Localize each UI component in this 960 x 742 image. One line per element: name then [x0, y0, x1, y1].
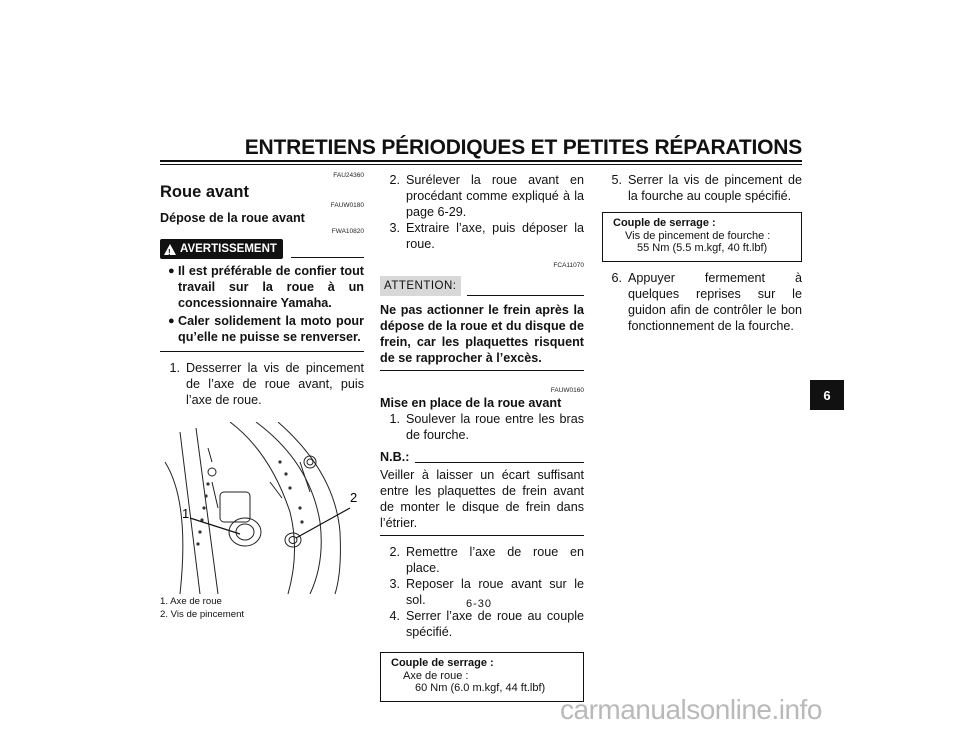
- note-header: [380, 449, 584, 465]
- torque-title: Couple de serrage :: [391, 657, 494, 669]
- column-middle: [380, 172, 584, 702]
- step-item: [380, 172, 584, 220]
- section-title: Roue avant: [160, 183, 249, 201]
- subsection-title: Mise en place de la roue avant: [380, 396, 562, 410]
- torque-title: Couple de serrage :: [613, 217, 716, 229]
- torque-spec-box: [380, 652, 584, 702]
- step-number: 2.: [389, 173, 400, 187]
- doc-code: FAU24360: [333, 172, 364, 179]
- step-text: Extraire l’axe, puis déposer la roue.: [406, 221, 584, 251]
- step-number: 6.: [611, 270, 622, 285]
- doc-code: FCA11070: [553, 262, 584, 269]
- callout-1: 1: [182, 506, 190, 521]
- step-number: 1.: [389, 412, 400, 426]
- step-item: [380, 411, 584, 443]
- step-number: 4.: [389, 609, 400, 623]
- attention-text: Ne pas actionner le frein après la dépose de la roue et du disque de frein, car les plaquettes risquent de se rapprocher à l’excès.: [380, 303, 584, 365]
- warning-triangle-icon: [164, 244, 176, 255]
- front-wheel-illustration: [160, 422, 364, 594]
- note-label: N.B.:: [380, 450, 410, 464]
- attention-rule: [467, 295, 584, 296]
- doc-code: FWA10820: [331, 228, 364, 235]
- bullet-dot-icon: ●: [168, 265, 175, 277]
- figure-caption: 2. Vis de pincement: [160, 609, 245, 620]
- step-text: Appuyer fermement à quelques reprises sur le guidon afin de contrôler le bon fonctionnement de la fourche.: [628, 270, 802, 333]
- step-text: Soulever la roue entre les bras de fourche.: [406, 412, 584, 442]
- step-text: Surélever la roue avant en procédant comme expliqué à la page 6-29.: [406, 173, 584, 219]
- header-rule-thin: [160, 164, 802, 165]
- column-right: [602, 172, 802, 334]
- torque-spec-box: [602, 212, 802, 262]
- torque-item: Vis de pincement de fourche :: [625, 229, 771, 242]
- callout-2: 2: [350, 490, 358, 505]
- step-text: Remettre l’axe de roue en place.: [406, 545, 584, 575]
- note-end-rule: [380, 535, 584, 536]
- torque-value: 60 Nm (6.0 m.kgf, 44 ft.lbf): [415, 682, 546, 694]
- warning-badge: [160, 239, 283, 259]
- step-text: Serrer l’axe de roue au couple spécifié.: [406, 609, 584, 639]
- step-item: [602, 270, 802, 334]
- chapter-tab: 6: [810, 380, 844, 410]
- figure-caption: 1. Axe de roue: [160, 596, 222, 607]
- step-text: Desserrer la vis de pincement de l’axe de roue avant, puis l’axe de roue.: [186, 361, 364, 407]
- attention-header: [380, 276, 584, 296]
- column-left: [160, 172, 364, 620]
- wheel-figure: [160, 422, 364, 594]
- doc-code: FAUW0180: [330, 202, 364, 209]
- step-number: 1.: [169, 361, 180, 375]
- step-item: [160, 360, 364, 408]
- note-text: Veiller à laisser un écart suffisant entre les plaquettes de frein avant de monter le disque de frein dans l’étrier.: [380, 468, 584, 530]
- warning-header: [160, 239, 364, 259]
- page-header-title: ENTRETIENS PÉRIODIQUES ET PETITES RÉPARATIONS: [244, 136, 802, 159]
- step-item: [380, 608, 584, 640]
- attention-label: ATTENTION:: [380, 276, 461, 296]
- warning-bullet-text: Il est préférable de confier tout travail sur la roue à un concessionnaire Yamaha.: [178, 264, 364, 310]
- step-number: 3.: [389, 577, 400, 591]
- steps-list: [380, 544, 584, 640]
- header-rule: [160, 160, 802, 162]
- step-item: [602, 172, 802, 204]
- note-rule: [415, 462, 584, 463]
- step-number: 2.: [389, 545, 400, 559]
- doc-code: FAUW0160: [550, 387, 584, 394]
- warning-bullet: [160, 313, 364, 345]
- leader-line-1: [190, 518, 240, 534]
- warning-label: AVERTISSEMENT: [180, 243, 277, 255]
- step-text: Serrer la vis de pincement de la fourche au couple spécifié.: [628, 173, 802, 203]
- subsection-title: Dépose de la roue avant: [160, 211, 305, 225]
- step-item: [380, 220, 584, 252]
- step-number: 5.: [611, 173, 622, 187]
- torque-item: Axe de roue :: [403, 669, 469, 682]
- warning-end-rule: [160, 351, 364, 352]
- leader-line-2: [296, 508, 350, 538]
- torque-value: 55 Nm (5.5 m.kgf, 40 ft.lbf): [637, 242, 768, 254]
- bullet-dot-icon: ●: [168, 315, 175, 327]
- step-text: Reposer la roue avant sur le sol.: [406, 577, 584, 607]
- warning-rule: [291, 257, 364, 258]
- warning-bullet: [160, 263, 364, 311]
- watermark: carmanualsonline.info: [560, 694, 822, 725]
- attention-end-rule: [380, 370, 584, 371]
- step-number: 3.: [389, 221, 400, 235]
- warning-bullet-text: Caler solidement la moto pour qu’elle ne puisse se renverser.: [178, 314, 364, 344]
- step-item: [380, 544, 584, 576]
- page-number: 6-30: [466, 598, 493, 610]
